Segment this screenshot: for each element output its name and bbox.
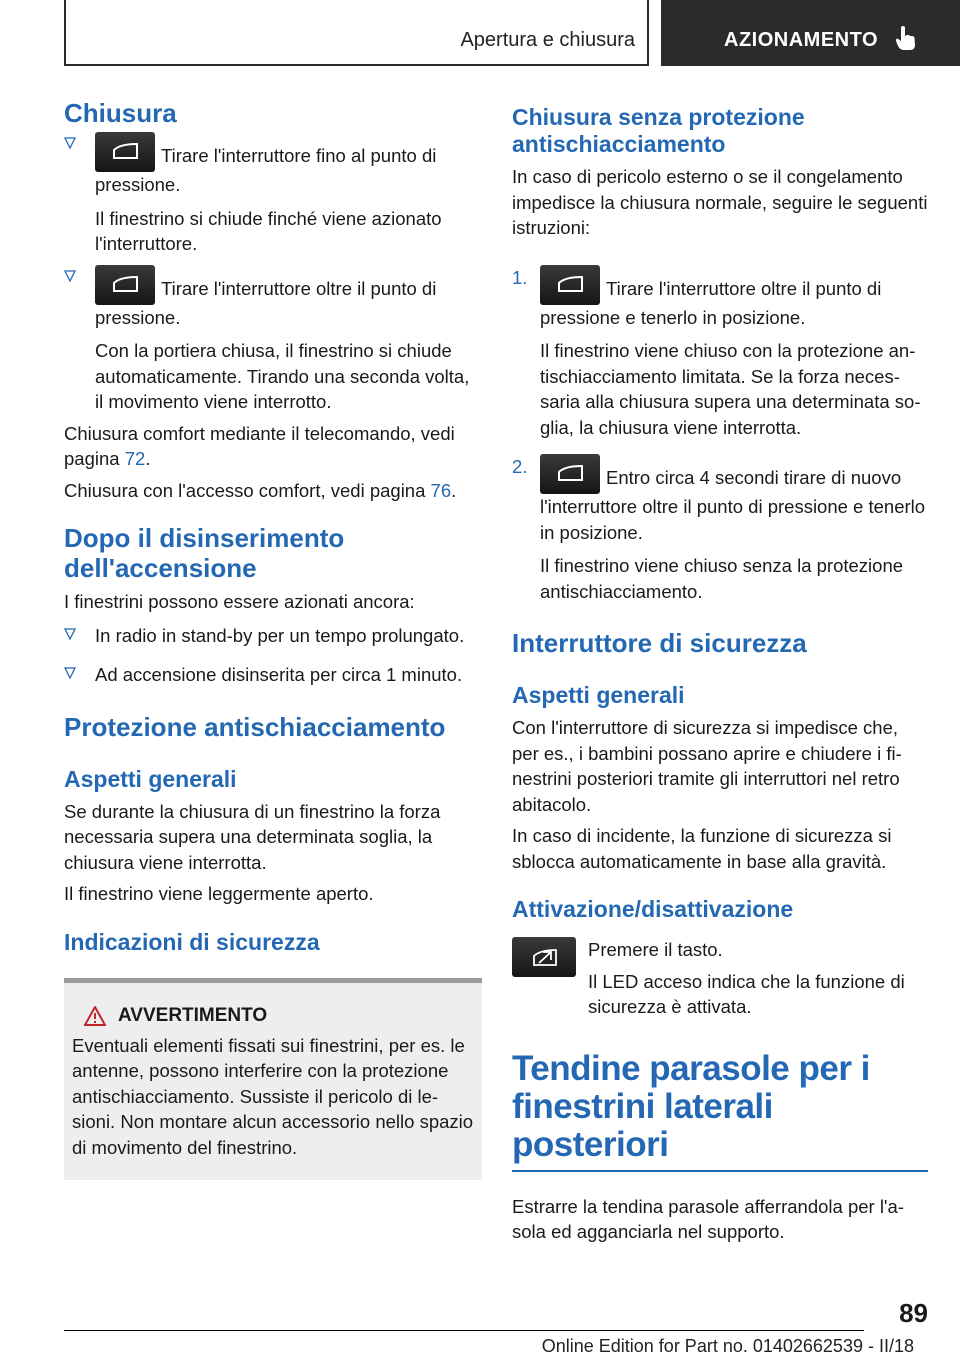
window-switch-icon bbox=[95, 132, 155, 172]
list-item bbox=[64, 132, 482, 257]
senza-heading: Chiusura senza protezione antischiacciamento bbox=[512, 104, 805, 157]
comfort-remote-text: Chiusura comfort mediante il telecomando, vedi pagina bbox=[64, 422, 455, 469]
list-item bbox=[64, 662, 482, 688]
window-switch-icon bbox=[540, 454, 600, 494]
triangle-bullet-icon bbox=[64, 667, 76, 679]
warning-text: Eventuali elementi fissati sui finestrini, per es. le antenne, possono interferire con la protezione antischiacciamento. Sussiste il pericolo di lesioni. Non montare alcun accessorio nello spazio di movimento del finestrino. bbox=[72, 1034, 474, 1158]
indicazioni-heading: Indicazioni di sicurezza bbox=[64, 928, 320, 955]
page-ref-link[interactable]: 76 bbox=[430, 479, 452, 501]
bullet1-main-text: Tirare l'interruttore fino al punto di pressione. bbox=[95, 145, 437, 195]
footer-divider bbox=[64, 1330, 864, 1331]
triangle-bullet-icon bbox=[64, 628, 76, 640]
left-column bbox=[64, 98, 482, 1180]
step1-detail-text: Il finestrino viene chiuso con la protezione antischiacciamento limitata. Se la forza necessaria alla chiusura supera una determinata soglia, la chiusura viene interrotta. bbox=[540, 340, 921, 438]
window-switch-icon bbox=[540, 265, 600, 305]
comfort-access-paragraph: Chiusura con l'accesso comfort, vedi pagina 76. bbox=[64, 479, 457, 501]
sic-paragraph-1: Con l'interruttore di sicurezza si impedisce che, per es., i bambini possano aprire e chiudere i finestrini posteriori tramite gli interruttori nel retro abitacolo. bbox=[512, 717, 902, 815]
window-switch-icon bbox=[95, 265, 155, 305]
warning-box bbox=[64, 978, 482, 1181]
bullet2-detail-text: Con la portiera chiusa, il finestrino si chiude automaticamente. Tirando una seconda volta, il movimento viene interrotto. bbox=[95, 340, 470, 412]
page-ref-link[interactable]: 72 bbox=[124, 448, 146, 469]
dopo-intro: I finestrini possono essere azionati ancora: bbox=[64, 591, 415, 612]
dopo-item-text: In radio in stand-by per un tempo prolungato. bbox=[95, 624, 465, 646]
sic-aspetti-heading: Aspetti generali bbox=[512, 682, 685, 708]
header-section-box bbox=[64, 0, 649, 66]
step1-main-text: Tirare l'interruttore oltre il punto di pressione e tenerlo in posizione. bbox=[540, 277, 882, 328]
step-number: 2. bbox=[512, 456, 528, 477]
step2-main-text: Entro circa 4 secondi tirare di nuovo l'interruttore oltre il punto di pressione e tenerlo in posizione. bbox=[540, 467, 926, 543]
header-section-title: Apertura e chiusura bbox=[460, 29, 635, 51]
attiv-line-1: Premere il tasto. bbox=[588, 939, 723, 960]
list-item bbox=[512, 265, 928, 441]
attiv-heading: Attivazione/disattivazione bbox=[512, 896, 794, 922]
page-number: 89 bbox=[899, 1298, 928, 1328]
list-item bbox=[64, 265, 482, 415]
list-item bbox=[512, 454, 928, 604]
chiusura-heading: Chiusura bbox=[64, 98, 177, 128]
protezione-heading: Protezione antischiacciamento bbox=[64, 711, 446, 742]
senza-intro: In caso di pericolo esterno o se il congelamento impedisce la chiusura normale, seguire le seguenti istruzioni: bbox=[512, 166, 928, 238]
tendine-text: Estrarre la tendina parasole afferrandola per l'asola ed agganciarla nel supporto. bbox=[512, 1195, 904, 1242]
sic-paragraph-2: In caso di incidente, la funzione di sicurezza si sblocca automaticamente in base alla gravità. bbox=[512, 825, 892, 872]
warning-title: AVVERTIMENTO bbox=[118, 1004, 268, 1026]
footer-edition: Online Edition for Part no. 01402662539 - II/18 bbox=[541, 1336, 914, 1356]
comfort-remote-paragraph: Chiusura comfort mediante il telecomando, vedi pagina 72. bbox=[64, 422, 455, 469]
bullet2-main-text: Tirare l'interruttore oltre il punto di pressione. bbox=[95, 277, 437, 328]
list-item bbox=[64, 623, 482, 649]
dopo-item-text: Ad accensione disinserita per circa 1 minuto. bbox=[95, 664, 463, 685]
right-column bbox=[512, 104, 928, 1245]
header-chapter-box bbox=[661, 0, 960, 66]
sicurezza-heading: Interruttore di sicurezza bbox=[512, 628, 807, 658]
bullet1-detail-text: Il finestrino si chiude finché viene azionato l'interruttore. bbox=[95, 207, 442, 254]
aspetti-paragraph-2: Il finestrino viene leggermente aperto. bbox=[64, 883, 374, 904]
aspetti-heading: Aspetti generali bbox=[64, 765, 237, 792]
dopo-heading: Dopo il disinserimento dell'accensione bbox=[64, 523, 345, 583]
child-lock-button-icon bbox=[512, 937, 576, 977]
step2-detail-text: Il finestrino viene chiuso senza la protezione antischiacciamento. bbox=[540, 555, 904, 602]
warning-triangle-icon bbox=[84, 1006, 106, 1026]
header-chapter-title: AZIONAMENTO bbox=[724, 29, 879, 51]
attiv-block bbox=[512, 937, 928, 1020]
attiv-line-2: Il LED acceso indica che la funzione di sicurezza è attivata. bbox=[588, 970, 905, 1017]
comfort-access-text: Chiusura con l'accesso comfort, vedi pagina bbox=[64, 479, 431, 501]
aspetti-paragraph-1: Se durante la chiusura di un finestrino la forza necessaria supera una determinata soglia, la chiusura viene interrotta. bbox=[64, 800, 441, 873]
triangle-bullet-icon bbox=[64, 270, 76, 282]
triangle-bullet-icon bbox=[64, 137, 76, 149]
warning-header bbox=[72, 1005, 474, 1027]
hand-pointer-icon bbox=[895, 25, 917, 51]
step-number: 1. bbox=[512, 266, 528, 288]
tendine-heading: Tendine parasole per i finestrini laterali posteriori bbox=[512, 1050, 928, 1172]
